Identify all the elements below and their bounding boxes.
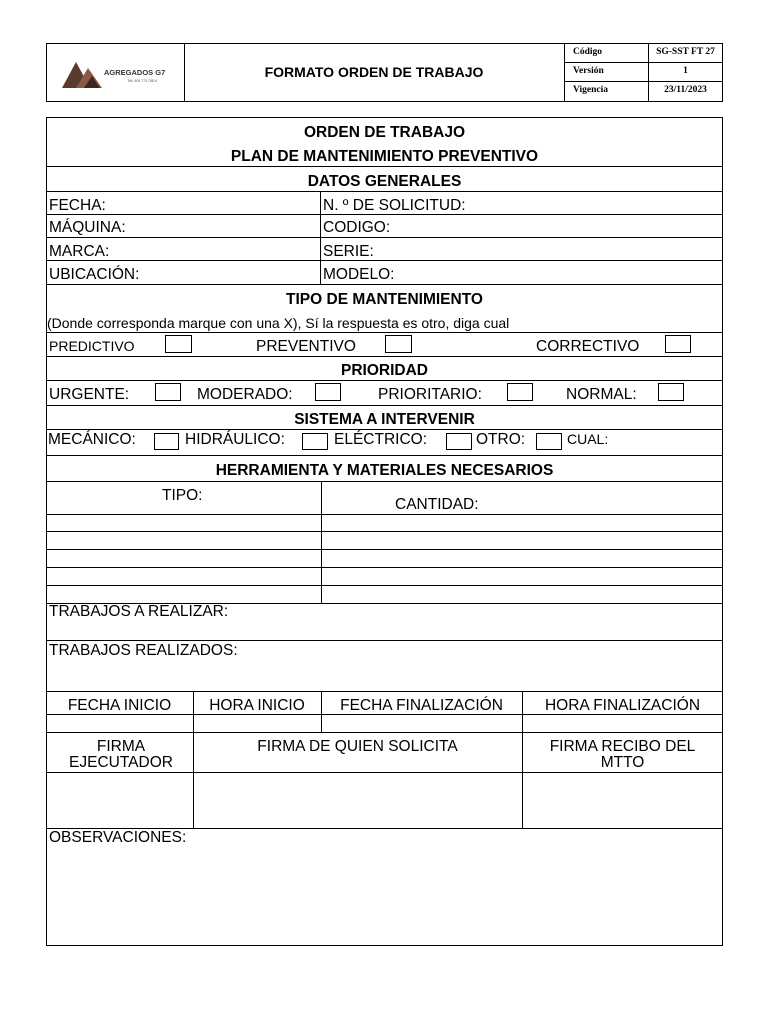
signature-label-solicita: FIRMA DE QUIEN SOLICITA [257,738,458,755]
option-label-hidraulico: HIDRÁULICO: [185,431,285,448]
column-header-hora-inicio: HORA INICIO [209,697,305,714]
row-line [46,284,723,285]
row-line [46,214,723,215]
section-title-sistema: SISTEMA A INTERVENIR [294,411,475,428]
logo-subtext: NIt. 900.773.758-6 [128,79,157,83]
row-line [46,356,723,357]
row-line [46,640,723,641]
signature-box-ejecutador[interactable] [47,773,193,828]
material-row[interactable] [47,515,722,531]
section-title-herramientas: HERRAMIENTA Y MATERIALES NECESARIOS [215,462,554,479]
option-label-urgente: URGENTE: [49,386,130,403]
checkbox-normal[interactable] [658,383,684,401]
col-line [320,191,321,284]
checkbox-hidraulico[interactable] [302,433,328,450]
label-trabajos-realizados[interactable]: TRABAJOS REALIZADOS: [49,642,238,659]
column-header-fecha-inicio: FECHA INICIO [67,697,172,714]
signature-label-ejecutador: FIRMA EJECUTADOR [69,738,173,771]
checkbox-urgente[interactable] [155,383,181,401]
meta-label-vigencia: Vigencia [573,85,609,95]
field-fecha[interactable]: FECHA: [49,197,106,214]
row-line [46,166,723,167]
checkbox-predictivo[interactable] [165,335,192,353]
material-row[interactable] [47,586,722,603]
row-line [46,429,723,430]
fecha-inicio-cell[interactable] [47,715,193,732]
meta-label-version: Versión [573,66,604,76]
field-modelo[interactable]: MODELO: [323,266,395,283]
mountain-logo-icon [60,54,108,90]
hora-inicio-cell[interactable] [194,715,321,732]
option-label-correctivo: CORRECTIVO [536,338,640,355]
field-marca[interactable]: MARCA: [49,243,110,260]
meta-label-codigo: Código [573,47,603,57]
row-line [46,191,723,192]
instruction-text: (Donde corresponda marque con una X), Sí la respuesta es otro, diga cual [47,315,510,331]
document-title: FORMATO ORDEN DE TRABAJO [264,64,484,80]
checkbox-preventivo[interactable] [385,335,412,353]
field-serie[interactable]: SERIE: [323,243,374,260]
checkbox-electrico[interactable] [446,433,472,450]
form-title: ORDEN DE TRABAJO [303,124,466,141]
option-label-prioritario: PRIORITARIO: [378,386,482,403]
option-label-electrico: ELÉCTRICO: [334,431,428,448]
material-row[interactable] [47,550,722,567]
field-maquina[interactable]: MÁQUINA: [49,219,126,236]
column-header-tipo: TIPO: [162,487,203,504]
row-line [46,691,723,692]
meta-value-codigo: SG-SST FT 27 [656,47,715,57]
company-logo [60,54,170,92]
form-subtitle: PLAN DE MANTENIMIENTO PREVENTIVO [230,148,539,165]
field-codigo[interactable]: CODIGO: [323,219,391,236]
signature-box-recibo[interactable] [523,773,722,828]
header-divider [564,43,565,102]
signature-label-recibo: FIRMA RECIBO DEL MTTO [549,738,696,771]
row-line [46,481,723,482]
row-line [46,332,723,333]
row-line [46,237,723,238]
checkbox-prioritario[interactable] [507,383,533,401]
signature-box-solicita[interactable] [194,773,522,828]
row-line [46,260,723,261]
option-label-preventivo: PREVENTIVO [256,338,356,355]
section-title-tipo-mantenimiento: TIPO DE MANTENIMIENTO [286,291,483,308]
header-row-line [564,62,723,63]
row-line [46,732,723,733]
hora-finalizacion-cell[interactable] [523,715,722,732]
material-row[interactable] [47,532,722,549]
row-line [46,380,723,381]
meta-value-version: 1 [683,66,688,76]
column-header-hora-finalizacion: HORA FINALIZACIÓN [544,697,701,714]
field-solicitud[interactable]: N. º DE SOLICITUD: [323,197,466,214]
option-label-mecanico: MECÁNICO: [48,431,136,448]
checkbox-correctivo[interactable] [665,335,691,353]
row-line [46,405,723,406]
option-label-normal: NORMAL: [566,386,637,403]
section-title-prioridad: PRIORIDAD [341,362,428,379]
column-header-fecha-finalizacion: FECHA FINALIZACIÓN [340,697,503,714]
header-row-line [564,81,723,82]
option-label-moderado: MODERADO: [197,386,293,403]
fecha-finalizacion-cell[interactable] [322,715,522,732]
row-line [46,455,723,456]
checkbox-otro[interactable] [536,433,562,450]
checkbox-moderado[interactable] [315,383,341,401]
label-cual[interactable]: CUAL: [567,431,609,447]
label-trabajos-a-realizar[interactable]: TRABAJOS A REALIZAR: [49,603,229,620]
material-row[interactable] [47,568,722,585]
section-title-datos-generales: DATOS GENERALES [307,173,462,190]
label-observaciones[interactable]: OBSERVACIONES: [49,829,187,846]
meta-value-vigencia: 23/11/2023 [664,85,707,95]
option-label-otro: OTRO: [476,431,526,448]
checkbox-mecanico[interactable] [154,433,179,450]
option-label-predictivo: PREDICTIVO [49,338,135,354]
column-header-cantidad: CANTIDAD: [395,496,479,513]
logo-text: AGREGADOS G7 [104,68,166,77]
field-ubicacion[interactable]: UBICACIÓN: [49,266,140,283]
